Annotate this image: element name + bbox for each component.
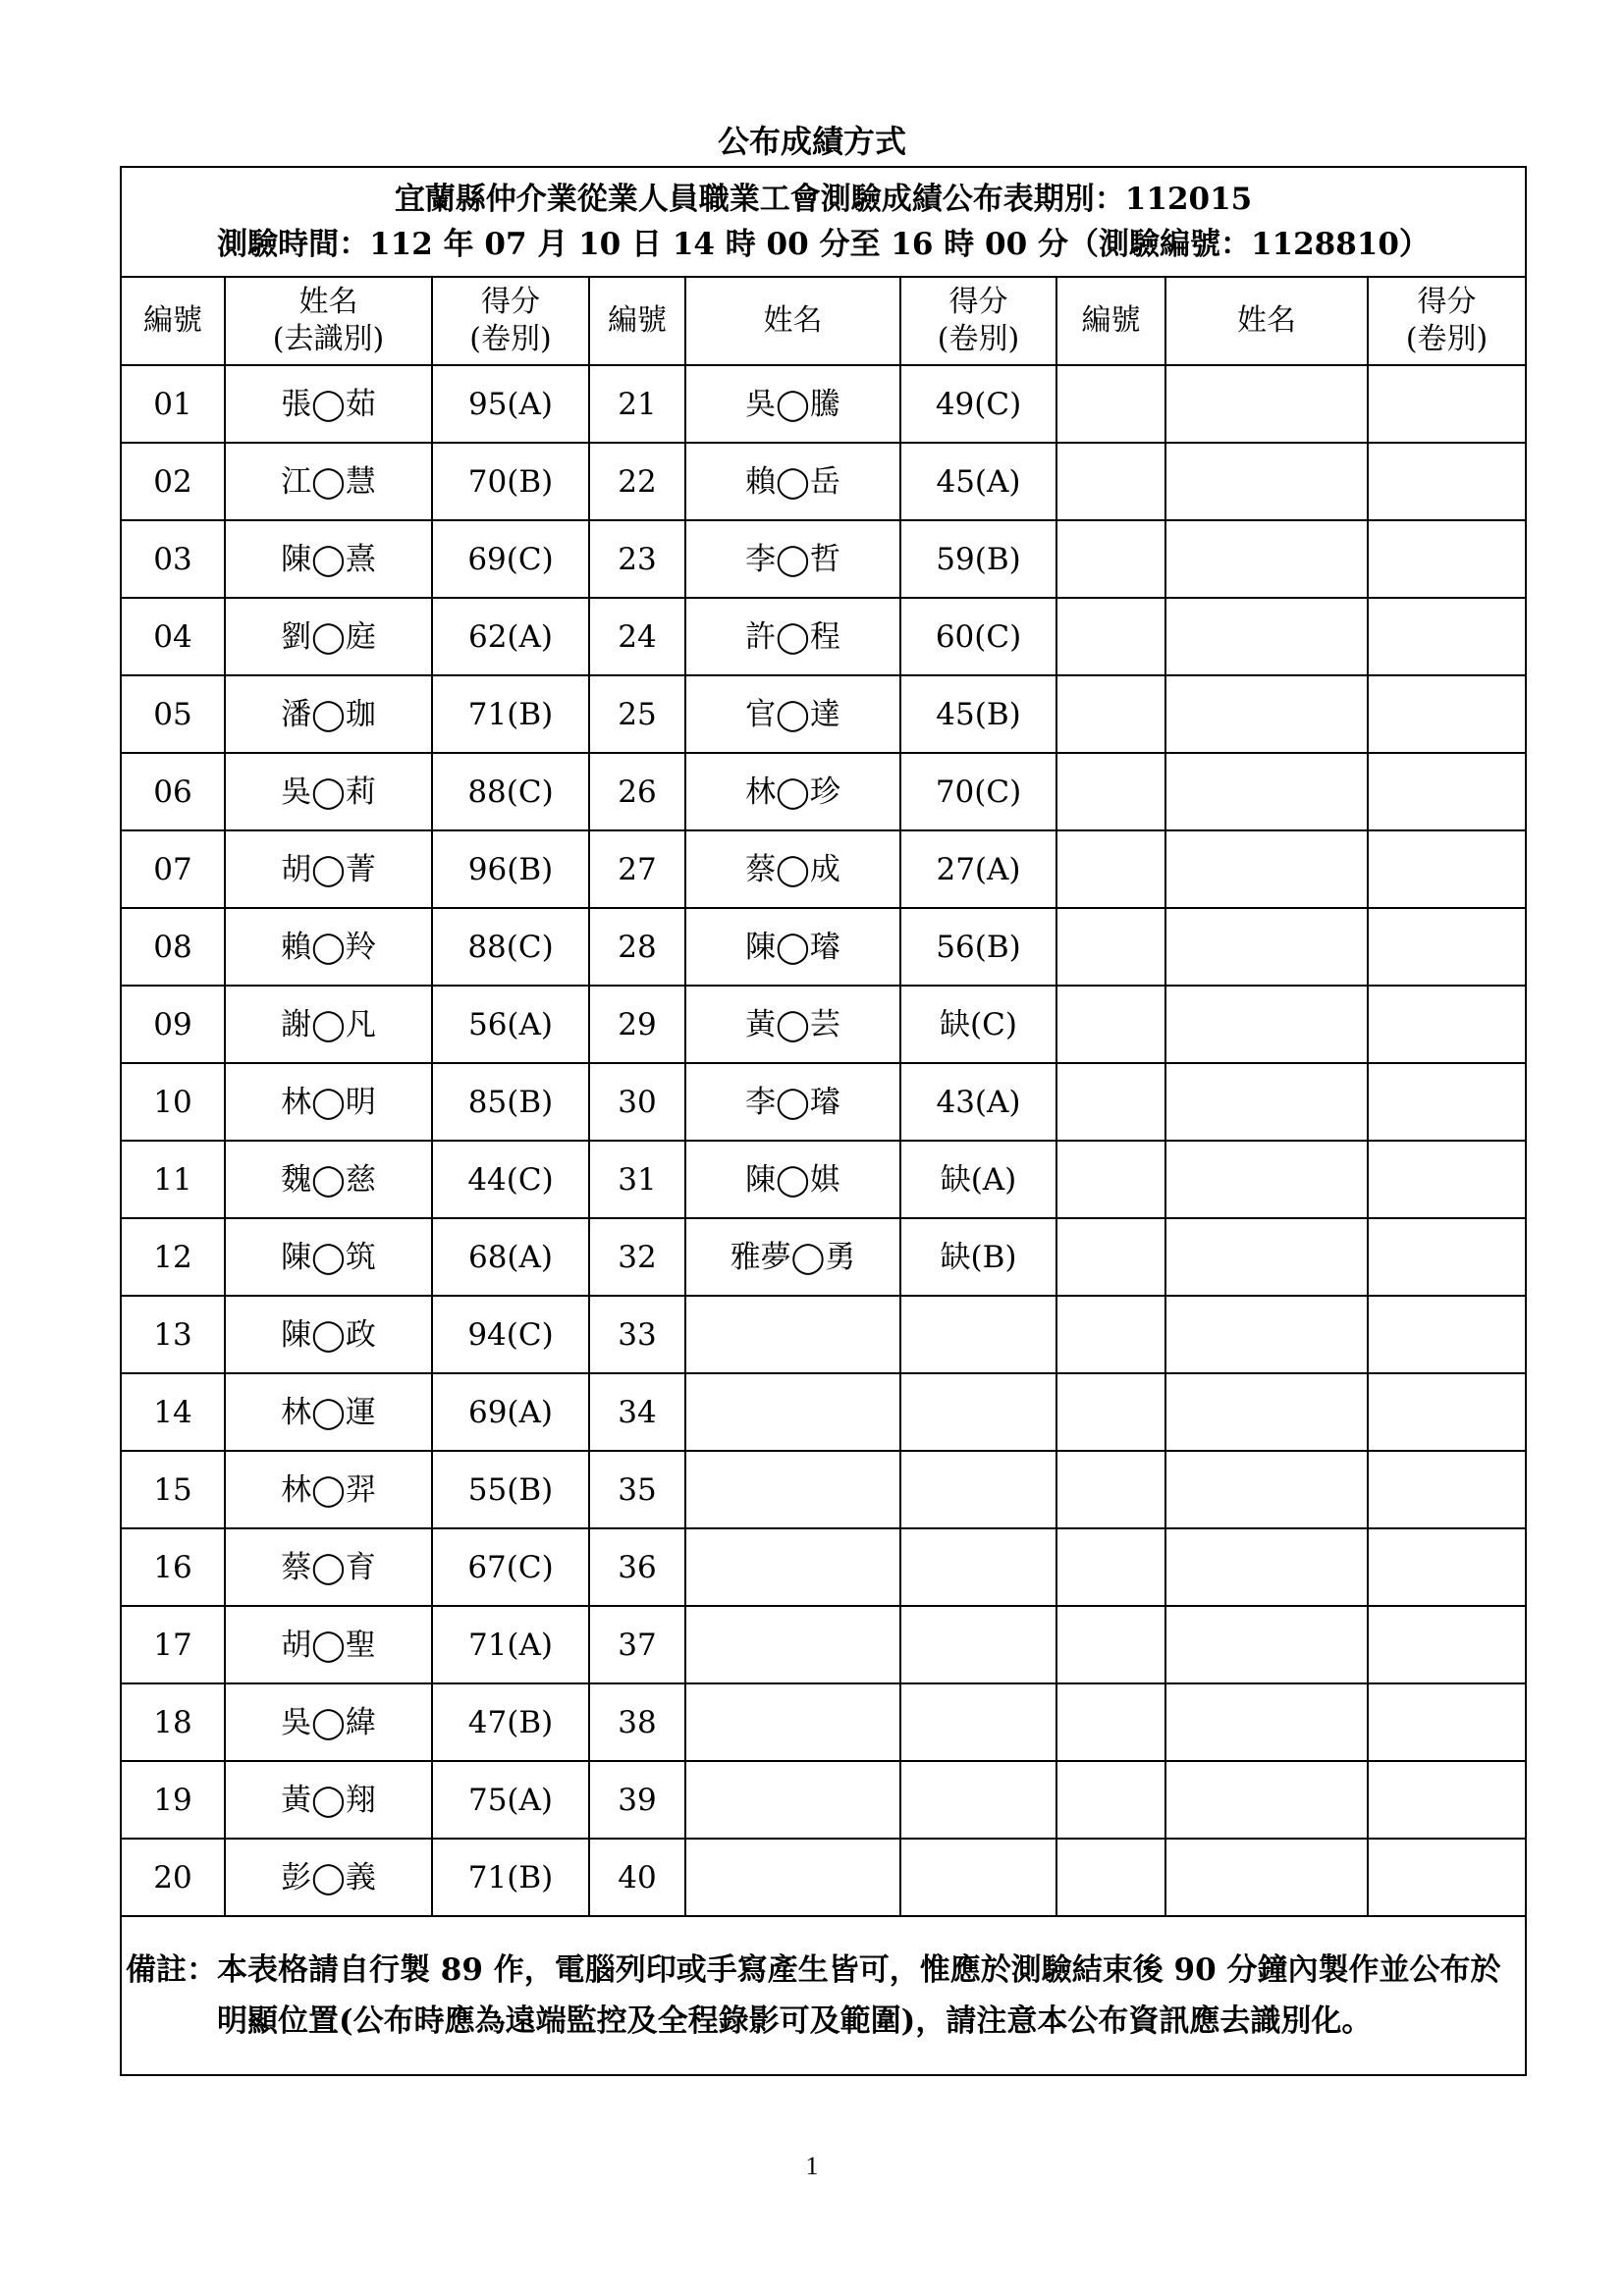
name-cell <box>1165 1528 1368 1606</box>
header-score-1 <box>432 277 589 365</box>
header-name-1-line2: (去識別) <box>272 322 385 356</box>
number-cell: 27 <box>589 830 685 908</box>
score-cell: 68(A) <box>432 1218 589 1296</box>
score-cell <box>900 1839 1056 1916</box>
number-cell: 10 <box>121 1063 225 1141</box>
score-cell: 45(B) <box>900 675 1056 753</box>
number-cell: 29 <box>589 986 685 1063</box>
score-cell: 27(A) <box>900 830 1056 908</box>
table-row <box>121 675 1526 753</box>
number-cell <box>1056 1063 1165 1141</box>
number-cell: 25 <box>589 675 685 753</box>
table-row <box>121 1606 1526 1683</box>
name-cell <box>685 1761 900 1839</box>
name-cell: 江◯慧 <box>225 443 432 520</box>
name-cell: 張◯茹 <box>225 365 432 443</box>
name-cell: 賴◯羚 <box>225 908 432 986</box>
name-cell <box>1165 1761 1368 1839</box>
name-cell <box>685 1606 900 1683</box>
score-cell: 88(C) <box>432 908 589 986</box>
number-cell: 23 <box>589 520 685 598</box>
table-row <box>121 1683 1526 1761</box>
score-cell <box>1368 1296 1526 1373</box>
score-cell: 71(B) <box>432 675 589 753</box>
table-row <box>121 520 1526 598</box>
number-cell: 22 <box>589 443 685 520</box>
table-row <box>121 598 1526 675</box>
score-cell: 75(A) <box>432 1761 589 1839</box>
score-cell: 88(C) <box>432 753 589 830</box>
name-cell <box>1165 1063 1368 1141</box>
score-cell <box>900 1528 1056 1606</box>
name-cell: 陳◯璿 <box>685 908 900 986</box>
header-score-3-line1: 得分 <box>1417 285 1477 319</box>
score-cell <box>1368 1606 1526 1683</box>
number-cell: 36 <box>589 1528 685 1606</box>
score-cell: 43(A) <box>900 1063 1056 1141</box>
number-cell <box>1056 1528 1165 1606</box>
document-title: 公布成績方式 <box>717 123 906 160</box>
score-cell <box>1368 753 1526 830</box>
table-row <box>121 365 1526 443</box>
name-cell <box>685 1528 900 1606</box>
name-cell <box>1165 1606 1368 1683</box>
score-cell: 45(A) <box>900 443 1056 520</box>
score-cell <box>900 1451 1056 1528</box>
remark-cell <box>121 1916 1526 2075</box>
number-cell: 38 <box>589 1683 685 1761</box>
name-cell <box>1165 908 1368 986</box>
remark-row <box>121 1916 1526 2075</box>
number-cell <box>1056 443 1165 520</box>
name-cell <box>1165 753 1368 830</box>
score-cell: 缺(A) <box>900 1141 1056 1218</box>
table-title-line-2: 測驗時間：112 年 07 月 10 日 14 時 00 分至 16 時 00 分（測驗編號：1128810） <box>217 227 1430 262</box>
score-cell: 49(C) <box>900 365 1056 443</box>
name-cell <box>1165 675 1368 753</box>
number-cell: 04 <box>121 598 225 675</box>
name-cell: 黃◯芸 <box>685 986 900 1063</box>
name-cell: 李◯哲 <box>685 520 900 598</box>
number-cell: 14 <box>121 1373 225 1451</box>
page-number: 1 <box>805 2152 819 2180</box>
name-cell: 謝◯凡 <box>225 986 432 1063</box>
score-rows <box>121 365 1526 1916</box>
name-cell: 林◯珍 <box>685 753 900 830</box>
number-cell: 08 <box>121 908 225 986</box>
number-cell: 30 <box>589 1063 685 1141</box>
number-cell <box>1056 598 1165 675</box>
score-cell <box>1368 1063 1526 1141</box>
score-cell: 71(B) <box>432 1839 589 1916</box>
header-name-2: 姓名 <box>685 277 900 365</box>
score-cell: 70(C) <box>900 753 1056 830</box>
score-cell <box>1368 675 1526 753</box>
name-cell <box>685 1373 900 1451</box>
score-cell: 95(A) <box>432 365 589 443</box>
number-cell <box>1056 1373 1165 1451</box>
score-cell <box>900 1683 1056 1761</box>
name-cell: 官◯達 <box>685 675 900 753</box>
number-cell: 33 <box>589 1296 685 1373</box>
name-cell: 陳◯政 <box>225 1296 432 1373</box>
number-cell: 01 <box>121 365 225 443</box>
remark-text: 本表格請自行製 89 作，電腦列印或手寫產生皆可，惟應於測驗結束後 90 分鐘內製作並公布於明顯位置(公布時應為遠端監控及全程錄影可及範圍)，請注意本公布資訊應去識別化。 <box>217 1952 1501 2039</box>
score-cell <box>1368 986 1526 1063</box>
header-score-1-line2: (卷別) <box>469 322 552 356</box>
header-name-1 <box>225 277 432 365</box>
score-cell <box>1368 1373 1526 1451</box>
name-cell: 林◯運 <box>225 1373 432 1451</box>
table-row <box>121 1839 1526 1916</box>
score-cell: 56(A) <box>432 986 589 1063</box>
header-score-1-line1: 得分 <box>481 285 540 319</box>
number-cell <box>1056 830 1165 908</box>
number-cell: 15 <box>121 1451 225 1528</box>
number-cell: 12 <box>121 1218 225 1296</box>
score-cell <box>1368 1683 1526 1761</box>
name-cell <box>1165 1296 1368 1373</box>
table-title-line-1: 宜蘭縣仲介業從業人員職業工會測驗成績公布表期別：112015 <box>394 182 1253 217</box>
score-cell: 55(B) <box>432 1451 589 1528</box>
number-cell <box>1056 520 1165 598</box>
number-cell: 34 <box>589 1373 685 1451</box>
name-cell <box>1165 986 1368 1063</box>
name-cell: 吳◯騰 <box>685 365 900 443</box>
number-cell: 09 <box>121 986 225 1063</box>
number-cell <box>1056 908 1165 986</box>
number-cell: 31 <box>589 1141 685 1218</box>
header-score-3 <box>1368 277 1526 365</box>
name-cell: 陳◯熹 <box>225 520 432 598</box>
number-cell: 39 <box>589 1761 685 1839</box>
header-score-3-line2: (卷別) <box>1405 322 1489 356</box>
name-cell: 胡◯菁 <box>225 830 432 908</box>
score-cell: 67(C) <box>432 1528 589 1606</box>
name-cell <box>1165 1141 1368 1218</box>
table-row <box>121 1761 1526 1839</box>
table-row <box>121 908 1526 986</box>
score-cell: 60(C) <box>900 598 1056 675</box>
score-cell: 62(A) <box>432 598 589 675</box>
score-cell <box>1368 365 1526 443</box>
score-cell: 71(A) <box>432 1606 589 1683</box>
table-row <box>121 443 1526 520</box>
name-cell <box>685 1296 900 1373</box>
number-cell <box>1056 1761 1165 1839</box>
header-score-2 <box>900 277 1056 365</box>
score-cell <box>1368 1839 1526 1916</box>
name-cell: 吳◯莉 <box>225 753 432 830</box>
number-cell <box>1056 365 1165 443</box>
table-row <box>121 1528 1526 1606</box>
number-cell: 24 <box>589 598 685 675</box>
score-cell <box>1368 1451 1526 1528</box>
name-cell: 黃◯翔 <box>225 1761 432 1839</box>
score-cell <box>1368 1141 1526 1218</box>
number-cell: 35 <box>589 1451 685 1528</box>
name-cell: 吳◯緯 <box>225 1683 432 1761</box>
name-cell: 魏◯慈 <box>225 1141 432 1218</box>
header-number-2: 編號 <box>589 277 685 365</box>
table-title-row <box>121 167 1526 277</box>
header-name-3: 姓名 <box>1165 277 1368 365</box>
number-cell <box>1056 1606 1165 1683</box>
name-cell <box>1165 830 1368 908</box>
score-cell <box>900 1606 1056 1683</box>
name-cell <box>1165 1683 1368 1761</box>
name-cell: 彭◯義 <box>225 1839 432 1916</box>
name-cell <box>1165 1839 1368 1916</box>
number-cell: 28 <box>589 908 685 986</box>
number-cell <box>1056 1141 1165 1218</box>
score-cell: 69(A) <box>432 1373 589 1451</box>
number-cell <box>1056 1683 1165 1761</box>
table-row <box>121 986 1526 1063</box>
number-cell: 07 <box>121 830 225 908</box>
name-cell <box>685 1683 900 1761</box>
score-cell <box>1368 443 1526 520</box>
name-cell <box>1165 1218 1368 1296</box>
score-cell <box>1368 520 1526 598</box>
number-cell: 40 <box>589 1839 685 1916</box>
number-cell: 05 <box>121 675 225 753</box>
number-cell: 26 <box>589 753 685 830</box>
name-cell: 劉◯庭 <box>225 598 432 675</box>
score-cell <box>900 1373 1056 1451</box>
number-cell: 17 <box>121 1606 225 1683</box>
name-cell <box>1165 443 1368 520</box>
score-cell: 59(B) <box>900 520 1056 598</box>
name-cell <box>1165 520 1368 598</box>
number-cell: 13 <box>121 1296 225 1373</box>
name-cell <box>1165 1451 1368 1528</box>
table-row <box>121 1373 1526 1451</box>
score-cell: 70(B) <box>432 443 589 520</box>
score-cell <box>1368 830 1526 908</box>
score-cell: 96(B) <box>432 830 589 908</box>
number-cell <box>1056 1451 1165 1528</box>
name-cell <box>685 1839 900 1916</box>
number-cell: 11 <box>121 1141 225 1218</box>
table-row <box>121 830 1526 908</box>
header-score-2-line1: 得分 <box>948 285 1008 319</box>
name-cell: 許◯程 <box>685 598 900 675</box>
name-cell: 賴◯岳 <box>685 443 900 520</box>
score-cell <box>1368 908 1526 986</box>
score-cell: 56(B) <box>900 908 1056 986</box>
name-cell: 陳◯筑 <box>225 1218 432 1296</box>
number-cell <box>1056 986 1165 1063</box>
name-cell: 林◯羿 <box>225 1451 432 1528</box>
number-cell: 03 <box>121 520 225 598</box>
score-cell <box>900 1761 1056 1839</box>
name-cell: 潘◯珈 <box>225 675 432 753</box>
remark-label: 備註： <box>126 1952 217 1988</box>
score-cell: 缺(C) <box>900 986 1056 1063</box>
name-cell: 陳◯娸 <box>685 1141 900 1218</box>
name-cell: 胡◯聖 <box>225 1606 432 1683</box>
number-cell <box>1056 675 1165 753</box>
column-header-row <box>121 277 1526 365</box>
name-cell <box>685 1451 900 1528</box>
name-cell: 蔡◯育 <box>225 1528 432 1606</box>
table-row <box>121 1451 1526 1528</box>
number-cell: 16 <box>121 1528 225 1606</box>
number-cell: 32 <box>589 1218 685 1296</box>
table-row <box>121 1063 1526 1141</box>
name-cell: 雅夢◯勇 <box>685 1218 900 1296</box>
score-cell: 85(B) <box>432 1063 589 1141</box>
number-cell: 20 <box>121 1839 225 1916</box>
table-row <box>121 753 1526 830</box>
table-row <box>121 1218 1526 1296</box>
score-cell <box>1368 1528 1526 1606</box>
score-cell: 44(C) <box>432 1141 589 1218</box>
header-number-1: 編號 <box>121 277 225 365</box>
table-row <box>121 1141 1526 1218</box>
name-cell: 蔡◯成 <box>685 830 900 908</box>
score-cell <box>1368 598 1526 675</box>
header-score-2-line2: (卷別) <box>937 322 1020 356</box>
header-name-1-line1: 姓名 <box>298 285 358 319</box>
score-cell <box>900 1296 1056 1373</box>
score-table <box>120 166 1527 2076</box>
number-cell <box>1056 753 1165 830</box>
score-cell: 94(C) <box>432 1296 589 1373</box>
score-cell: 缺(B) <box>900 1218 1056 1296</box>
table-row <box>121 1296 1526 1373</box>
name-cell <box>1165 1373 1368 1451</box>
name-cell <box>1165 598 1368 675</box>
number-cell: 21 <box>589 365 685 443</box>
score-cell <box>1368 1218 1526 1296</box>
number-cell: 19 <box>121 1761 225 1839</box>
number-cell <box>1056 1296 1165 1373</box>
number-cell: 06 <box>121 753 225 830</box>
score-cell <box>1368 1761 1526 1839</box>
name-cell: 林◯明 <box>225 1063 432 1141</box>
number-cell <box>1056 1218 1165 1296</box>
number-cell: 02 <box>121 443 225 520</box>
score-cell: 69(C) <box>432 520 589 598</box>
table-title-cell <box>121 167 1526 277</box>
number-cell <box>1056 1839 1165 1916</box>
name-cell: 李◯璿 <box>685 1063 900 1141</box>
number-cell: 37 <box>589 1606 685 1683</box>
number-cell: 18 <box>121 1683 225 1761</box>
score-cell: 47(B) <box>432 1683 589 1761</box>
header-number-3: 編號 <box>1056 277 1165 365</box>
name-cell <box>1165 365 1368 443</box>
